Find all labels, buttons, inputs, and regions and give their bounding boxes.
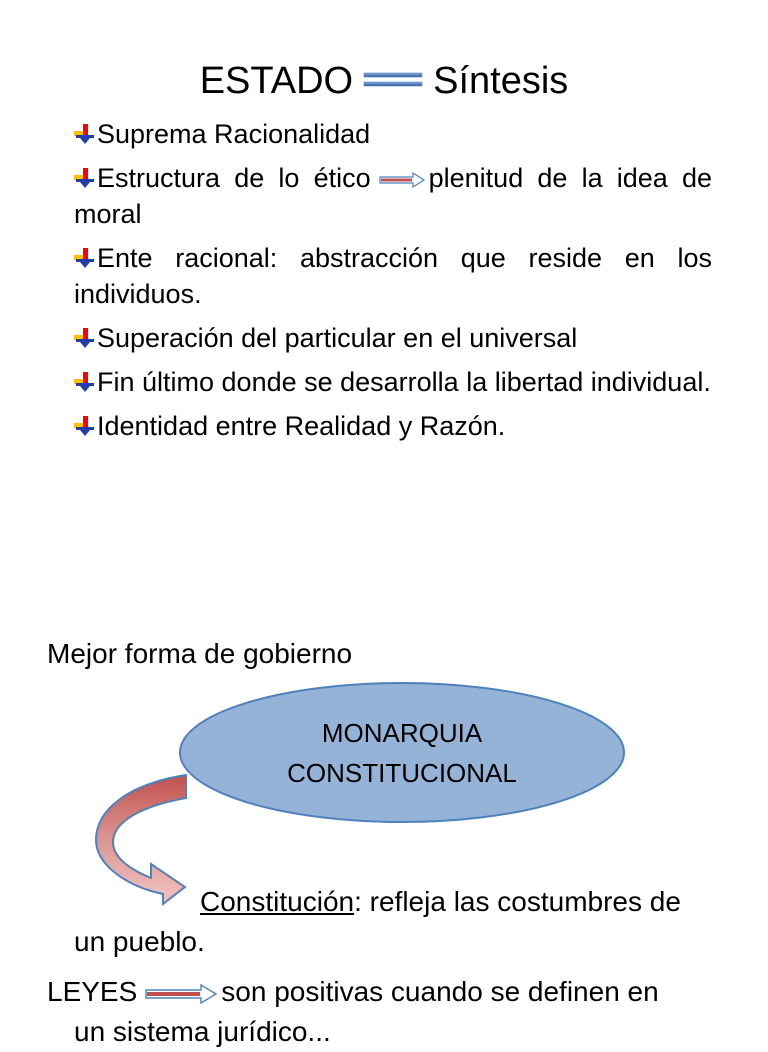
bullet-text-cont: plenitud de la idea de moral [74, 163, 712, 229]
bullet-text: Superación del particular en el universal [97, 323, 578, 353]
right-double-arrow-icon [379, 172, 425, 188]
bullet-text: Suprema Racionalidad [97, 119, 371, 149]
plus-down-arrow-icon [74, 123, 96, 145]
title-left: ESTADO [199, 60, 354, 102]
constitucion-rest: : refleja las costumbres de un pueblo. [74, 886, 681, 957]
equals-icon [363, 70, 423, 90]
title-right: Síntesis [433, 60, 569, 102]
bullet-list [74, 116, 712, 452]
plus-down-arrow-icon [74, 247, 96, 269]
bullet-item [74, 320, 712, 356]
bullet-text: Identidad entre Realidad y Razón. [97, 411, 506, 441]
leyes-paragraph [47, 972, 747, 1012]
bullet-text: Estructura de lo ético [97, 163, 371, 193]
leyes-continuation: un sistema jurídico... [74, 1016, 331, 1047]
subheading: Mejor forma de gobierno [47, 638, 353, 669]
constitucion-paragraph [74, 882, 698, 962]
bullet-item [74, 364, 712, 400]
bullet-item [74, 160, 712, 232]
plus-down-arrow-icon [74, 167, 96, 189]
ellipse-line-2: CONSTITUCIONAL [287, 758, 517, 788]
monarquia-ellipse [178, 681, 626, 824]
bullet-item [74, 408, 712, 444]
bullet-item [74, 240, 712, 312]
leyes-rest: son positivas cuando se definen en [221, 976, 659, 1007]
leyes-term: LEYES [47, 976, 138, 1007]
slide-title [0, 57, 768, 105]
plus-down-arrow-icon [74, 327, 96, 349]
constitucion-term: Constitución [200, 886, 355, 917]
plus-down-arrow-icon [74, 415, 96, 437]
plus-down-arrow-icon [74, 371, 96, 393]
bullet-text: Ente racional: abstracción que reside en los individuos. [74, 243, 712, 309]
right-double-arrow-icon [145, 983, 217, 1005]
bullet-item [74, 116, 712, 152]
bullet-text: Fin último donde se desarrolla la libertad individual. [97, 367, 711, 397]
ellipse-label [178, 713, 626, 793]
ellipse-line-1: MONARQUIA [321, 718, 483, 748]
